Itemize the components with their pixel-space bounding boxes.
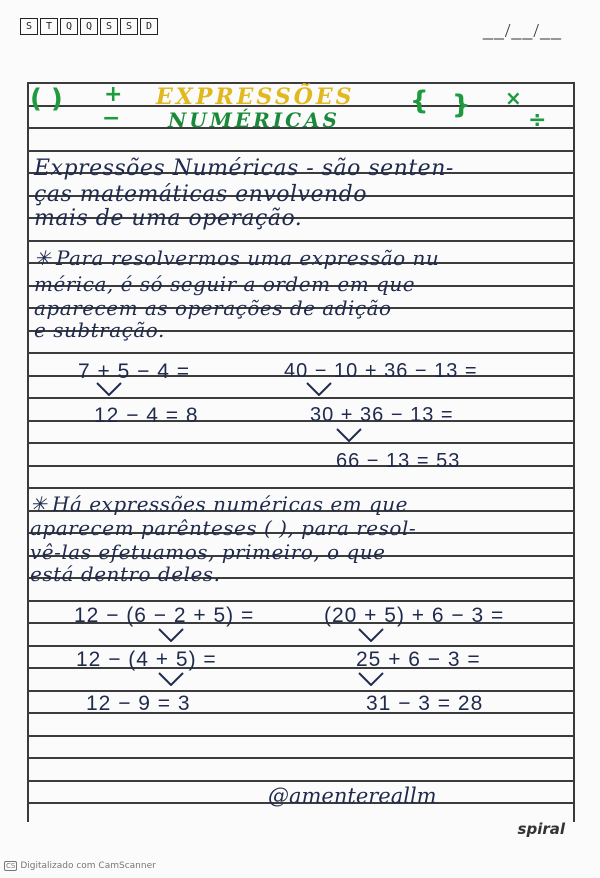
rule1-line: Para resolvermos uma expressão nu bbox=[56, 246, 440, 270]
title-expressoes: EXPRESSÕES bbox=[156, 84, 355, 110]
times-symbol: × bbox=[505, 86, 522, 110]
arrow-down-icon bbox=[158, 672, 184, 686]
arrow-down-icon bbox=[96, 382, 122, 396]
bullet-icon: ✳ bbox=[30, 492, 48, 516]
weekday-box[interactable]: Q bbox=[80, 18, 98, 35]
intro-line: mais de uma operação. bbox=[34, 206, 303, 231]
rule1-line: aparecem as operações de adição bbox=[34, 296, 392, 320]
ruled-line bbox=[27, 600, 575, 602]
weekday-boxes bbox=[20, 18, 158, 35]
ruled-line bbox=[27, 645, 575, 647]
date-field[interactable]: __/__/__ bbox=[482, 20, 562, 42]
example2-left-step: 12 − 9 = 3 bbox=[86, 692, 191, 715]
rule2-line: vê-las efetuamos, primeiro, o que bbox=[30, 540, 386, 564]
arrow-down-icon bbox=[358, 672, 384, 686]
example2-left-step: 12 − (6 − 2 + 5) = bbox=[74, 604, 255, 627]
minus-symbol: − bbox=[102, 106, 121, 131]
bullet-icon: ✳ bbox=[34, 246, 52, 270]
title-numericas: NUMÉRICAS bbox=[168, 108, 340, 132]
weekday-box[interactable]: T bbox=[40, 18, 58, 35]
intro-line: ças matemáticas envolvendo bbox=[34, 182, 367, 207]
ruled-line bbox=[27, 757, 575, 759]
example1-right-step: 30 + 36 − 13 = bbox=[310, 404, 454, 426]
signature: @amentereallm bbox=[268, 784, 437, 808]
example2-right-step: 25 + 6 − 3 = bbox=[356, 648, 481, 671]
ruled-line bbox=[27, 487, 575, 489]
weekday-box[interactable]: S bbox=[120, 18, 138, 35]
example2-right-step: (20 + 5) + 6 − 3 = bbox=[324, 604, 505, 627]
camscanner-icon: CS bbox=[6, 862, 16, 870]
parentheses-symbol: ( ) bbox=[30, 84, 63, 114]
rule1-line: e subtração. bbox=[34, 318, 165, 342]
weekday-box[interactable]: Q bbox=[60, 18, 78, 35]
ruled-line bbox=[27, 735, 575, 737]
example2-left-step: 12 − (4 + 5) = bbox=[76, 648, 217, 671]
example1-right-step: 66 − 13 = 53 bbox=[336, 450, 461, 472]
spiral-logo: spiral bbox=[517, 820, 565, 838]
scanner-note: Digitalizado com CamScanner bbox=[20, 861, 156, 871]
example2-right-step: 31 − 3 = 28 bbox=[366, 692, 484, 715]
plus-symbol: + bbox=[104, 82, 123, 107]
ruled-line bbox=[27, 240, 575, 242]
weekday-box[interactable]: D bbox=[140, 18, 158, 35]
ruled-line bbox=[27, 397, 575, 399]
ruled-line bbox=[27, 780, 575, 782]
ruled-line bbox=[27, 352, 575, 354]
example1-left-step: 12 − 4 = 8 bbox=[94, 404, 199, 427]
scanner-footer bbox=[4, 861, 156, 871]
brace-open-symbol: { bbox=[410, 86, 429, 116]
left-margin-line bbox=[27, 82, 29, 822]
ruled-line bbox=[27, 150, 575, 152]
rule1-line: mérica, é só seguir a ordem em que bbox=[34, 272, 416, 296]
weekday-box[interactable]: S bbox=[20, 18, 38, 35]
weekday-box[interactable]: S bbox=[100, 18, 118, 35]
right-margin-line bbox=[573, 82, 575, 822]
arrow-down-icon bbox=[158, 628, 184, 642]
brace-close-symbol: } bbox=[452, 90, 471, 120]
divide-symbol: ÷ bbox=[528, 108, 547, 133]
example1-right-step: 40 − 10 + 36 − 13 = bbox=[284, 360, 478, 382]
rule2-line: está dentro deles. bbox=[30, 562, 221, 586]
example1-left-step: 7 + 5 − 4 = bbox=[78, 360, 191, 383]
arrow-down-icon bbox=[306, 382, 332, 396]
arrow-down-icon bbox=[336, 428, 362, 442]
rule2-line: Há expressões numéricas em que bbox=[52, 492, 409, 516]
ruled-line bbox=[27, 442, 575, 444]
intro-line: Expressões Numéricas - são senten- bbox=[34, 156, 454, 181]
rule2-line: aparecem parênteses ( ), para resol- bbox=[30, 516, 417, 540]
arrow-down-icon bbox=[358, 628, 384, 642]
ruled-line bbox=[27, 465, 575, 467]
